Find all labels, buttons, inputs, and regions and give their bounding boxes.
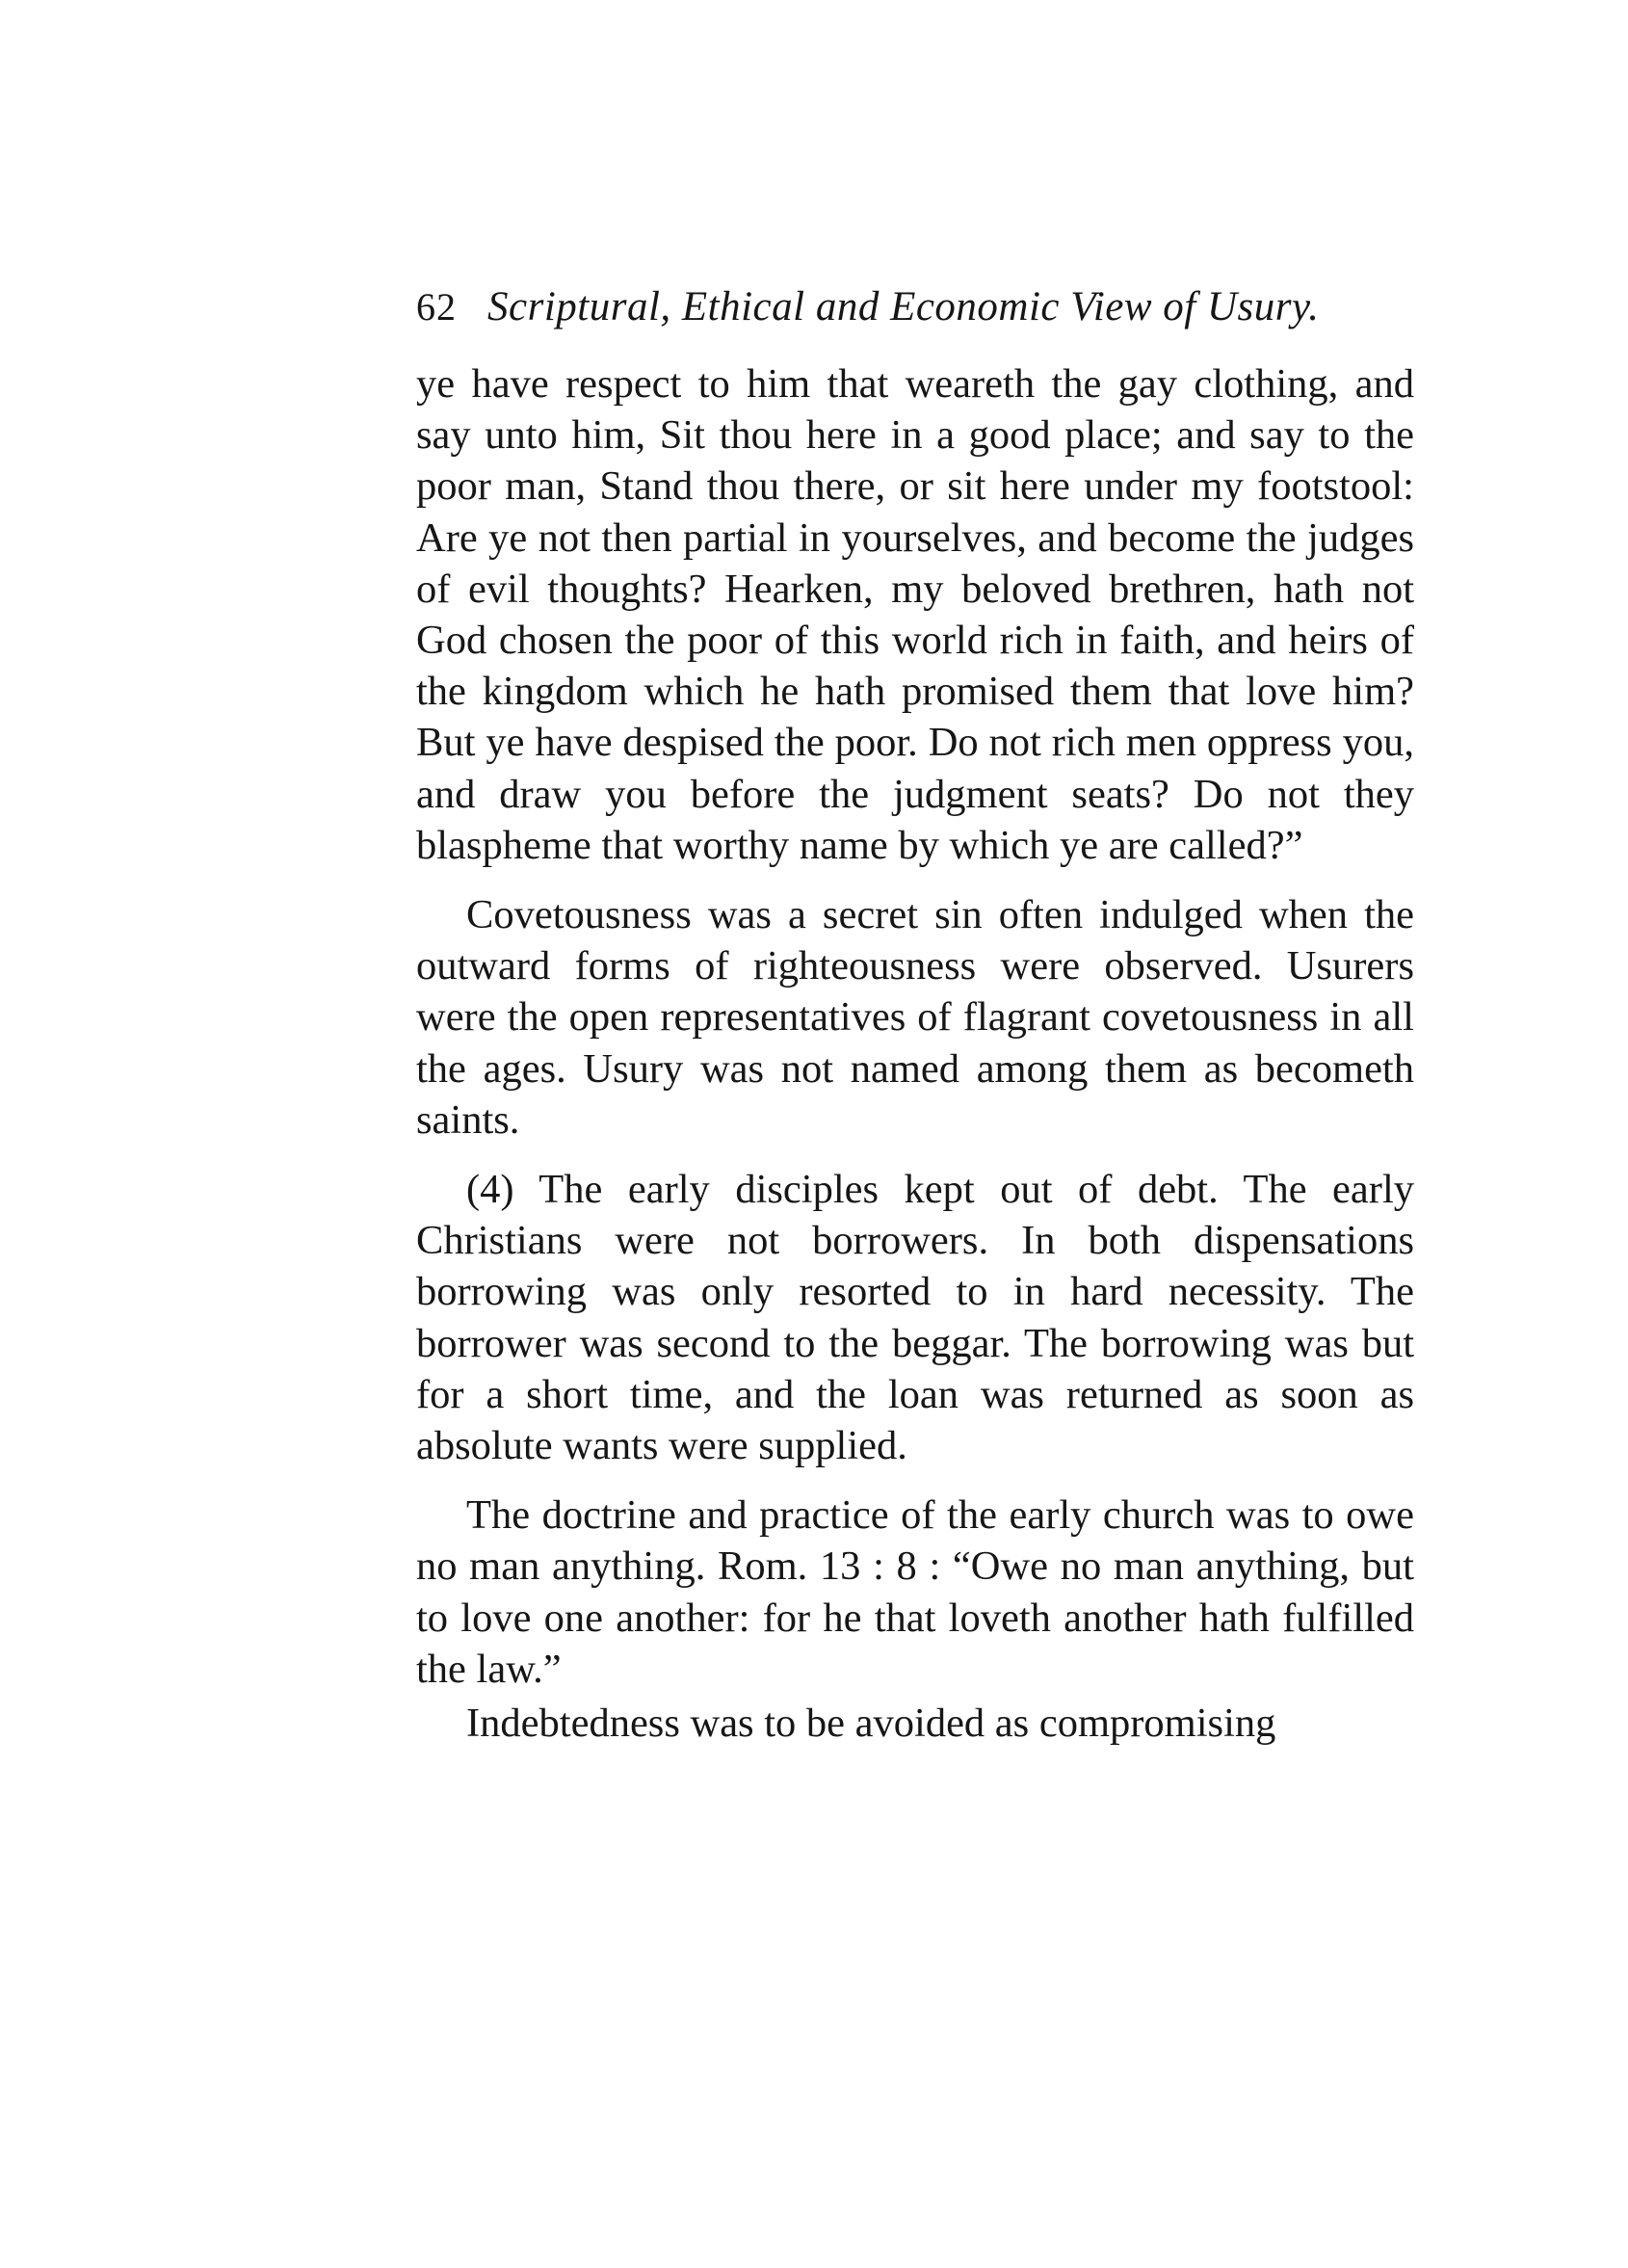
paragraph-continuation: ye have respect to him that weareth the gay clothing, and say unto him, Sit thou here in a good place; and say to the poor man, Stand thou there, or sit here under my footstool: Are ye not then partial in yourselves, and become the judges of evil thoughts? Hearken, my beloved brethren, hath not God chosen the poor of this world rich in faith, and heirs of the kingdom which he hath promised them that love him? But ye have despised the poor. Do not rich men oppress you, and draw you before the judgment seats? Do not they blaspheme that worthy name by which ye are called?” xyxy=(416,361,1414,868)
paragraph-covetousness: Covetousness was a secret sin often indulged when the outward forms of righteousness were observed. Usurers were the open representatives of flagrant covetousness in all the ages. Usury was not named among them as becometh saints. xyxy=(416,892,1414,1143)
paragraph-indebtedness: Indebtedness was to be avoided as compromising xyxy=(466,1701,1276,1747)
running-title: Scriptural, Ethical and Economic View of Usury. xyxy=(487,284,1320,330)
running-head xyxy=(416,283,1414,337)
paragraph-doctrine: The doctrine and practice of the early church was to owe no man anything. Rom. 13 : 8 : “Owe no man anything, but to love one another: for he that loveth another hath fulfilled the law.” xyxy=(416,1492,1414,1692)
book-page xyxy=(416,283,1414,1749)
page-number: 62 xyxy=(416,285,457,329)
paragraph-early-disciples: (4) The early disciples kept out of debt. The early Christians were not borrowers. In both dispensations borrowing was only resorted to in hard necessity. The borrower was second to the beggar. The borrowing was but for a short time, and the loan was returned as soon as absolute wants were supplied. xyxy=(416,1167,1414,1469)
body-text xyxy=(416,358,1414,1749)
